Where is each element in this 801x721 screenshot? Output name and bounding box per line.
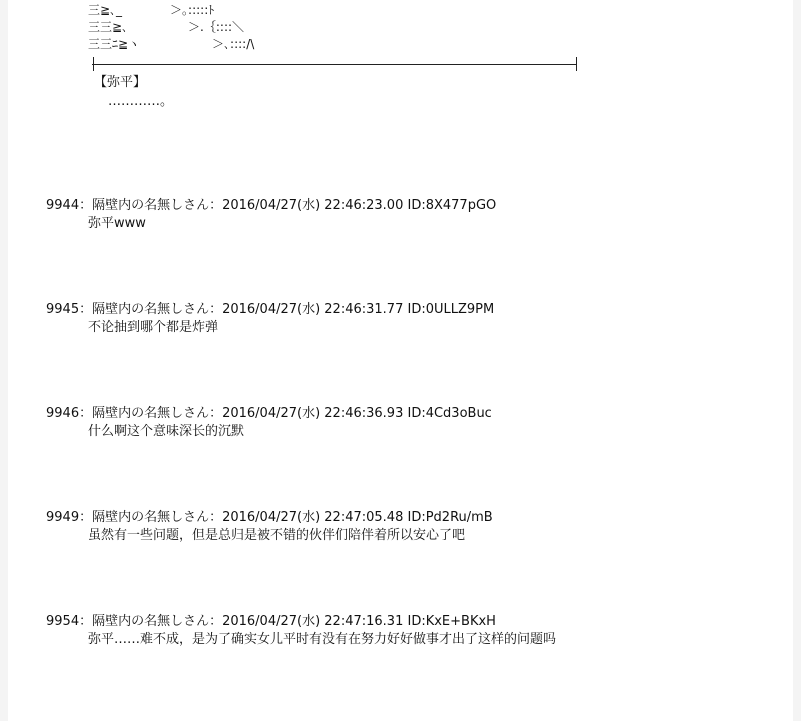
speech-text: …………。 (108, 94, 174, 109)
post-header: 9954：隔壁内の名無しさん：2016/04/27(水) 22:47:16.31 ID:KxE+BKxH (46, 614, 496, 629)
horizontal-rule (92, 64, 577, 65)
post-header: 9949：隔壁内の名無しさん：2016/04/27(水) 22:47:05.48 ID:Pd2Ru/mB (46, 510, 493, 525)
post-body: 什么啊这个意味深长的沉默 (88, 424, 245, 439)
post-body: 弥平……难不成，是为了确实女儿平时有没有在努力好好做事才出了这样的问题吗 (88, 632, 557, 647)
post (46, 613, 556, 649)
ascii-art (88, 2, 254, 53)
post (46, 509, 493, 545)
ascii-art-line: 三三ﾆ≧ヽ ＞､::::/\ (88, 37, 255, 51)
post (46, 301, 494, 337)
document-page (8, 0, 793, 721)
rule-right-tick (576, 57, 577, 71)
post-header: 9944：隔壁内の名無しさん：2016/04/27(水) 22:46:23.00 ID:8X477pGO (46, 198, 497, 213)
post (46, 405, 492, 441)
post-header: 9946：隔壁内の名無しさん：2016/04/27(水) 22:46:36.93 ID:4Cd3oBuc (46, 406, 492, 421)
post-header: 9945：隔壁内の名無しさん：2016/04/27(水) 22:46:31.77 ID:0ULLZ9PM (46, 302, 495, 317)
post-body: 不论抽到哪个都是炸弹 (88, 320, 219, 335)
post-body: 虽然有一些问题，但是总归是被不错的伙伴们陪伴着所以安心了吧 (88, 528, 466, 543)
speaker-name: 【弥平】 (94, 75, 147, 90)
ascii-art-line: 三三≧､ ＞.｛::::＼ (88, 20, 245, 34)
post-body: 弥平www (88, 216, 146, 231)
post (46, 197, 496, 233)
ascii-art-line: 三≧､_ ＞｡:::::ﾄ (88, 3, 215, 17)
